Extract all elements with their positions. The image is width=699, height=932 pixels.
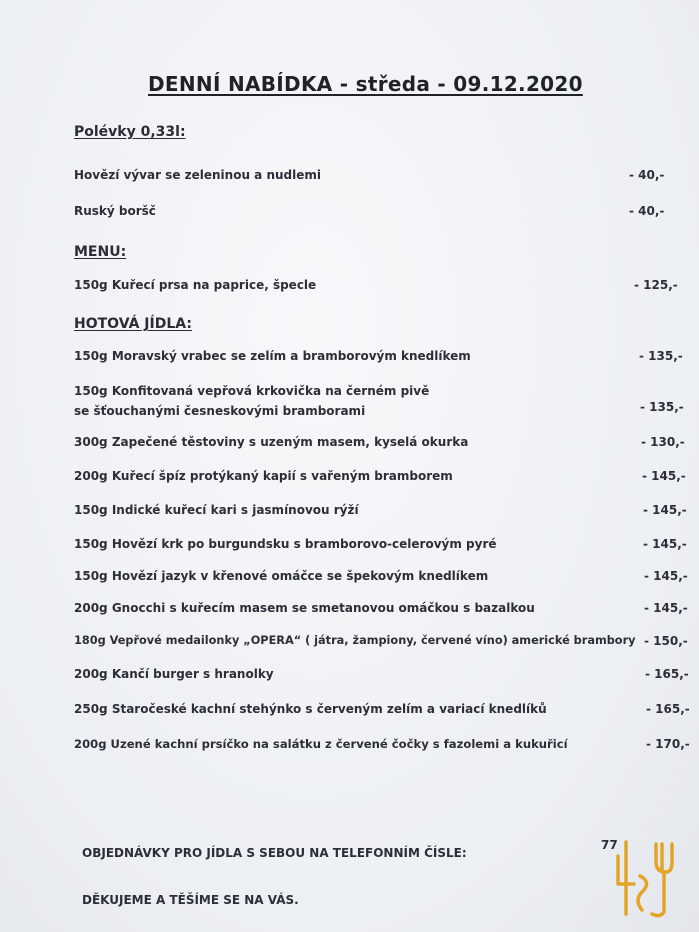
title-main: DENNÍ NABÍDKA — [148, 72, 333, 96]
section-soups-heading: Polévky 0,33l: — [74, 124, 186, 140]
item-name: 180g Vepřové medailonky „OPERA“ ( játra, žampiony, červené víno) americké brambory — [74, 634, 636, 647]
item-price: - 40,- — [629, 204, 665, 218]
item-name: 200g Gnocchi s kuřecím masem se smetanovou omáčkou s bazalkou — [74, 601, 535, 615]
item-name: 150g Kuřecí prsa na paprice, špecle — [74, 278, 317, 292]
item-price: - 165,- — [646, 702, 690, 716]
item-name: 250g Staročeské kachní stehýnko s červeným zelím a variací knedlíků — [74, 702, 547, 716]
item-price: - 145,- — [644, 569, 688, 583]
item-price: - 135,- — [640, 400, 684, 414]
item-name: Ruský boršč — [74, 204, 156, 218]
menu-item — [74, 384, 686, 424]
menu-item — [74, 601, 686, 621]
item-price: - 150,- — [644, 634, 688, 648]
item-name: 150g Hovězí krk po burgundsku s bramborovo-celerovým pyré — [74, 537, 497, 551]
item-price: - 145,- — [642, 469, 686, 483]
menu-item — [74, 435, 686, 455]
menu-item — [74, 537, 686, 557]
item-price: - 145,- — [643, 537, 687, 551]
title-date: - středa - 09.12.2020 — [332, 72, 583, 96]
restaurant-logo-icon — [612, 836, 682, 920]
item-price: - 170,- — [646, 737, 690, 751]
thank-you-note: DĚKUJEME A TĚŠÍME SE NA VÁS. — [82, 893, 299, 907]
item-name: 150g Indické kuřecí kari s jasmínovou rýží — [74, 503, 359, 517]
item-name: 300g Zapečené těstoviny s uzeným masem, kyselá okurka — [74, 435, 469, 449]
item-name: 200g Uzené kachní prsíčko na salátku z červené čočky s fazolemi a kukuřicí — [74, 737, 568, 751]
item-name: Hovězí vývar se zeleninou a nudlemi — [74, 168, 322, 182]
menu-item — [74, 667, 689, 687]
menu-item — [74, 349, 686, 369]
item-name: 200g Kuřecí špíz protýkaný kapií s vařeným bramborem — [74, 469, 453, 483]
item-name: 150g Hovězí jazyk v křenové omáčce se špekovým knedlíkem — [74, 569, 489, 583]
item-price: - 145,- — [643, 503, 687, 517]
page-title — [148, 72, 583, 96]
item-price: - 135,- — [639, 349, 683, 363]
menu-item — [74, 569, 686, 589]
item-price: - 125,- — [634, 278, 678, 292]
phone-number: 77 — [601, 838, 618, 852]
menu-item — [74, 204, 686, 224]
menu-item — [74, 702, 690, 722]
item-name-continued: se šťouchanými česneskovými bramborami — [74, 404, 366, 418]
item-price: - 40,- — [629, 168, 665, 182]
item-name: 150g Moravský vrabec se zelím a bramborovým knedlíkem — [74, 349, 471, 363]
menu-item — [74, 634, 686, 654]
menu-item — [74, 737, 690, 757]
menu-item — [74, 503, 686, 523]
menu-item — [74, 469, 686, 489]
takeaway-order-note: OBJEDNÁVKY PRO JÍDLA S SEBOU NA TELEFONNÍM ČÍSLE: — [82, 846, 467, 860]
item-price: - 165,- — [645, 667, 689, 681]
item-price: - 130,- — [641, 435, 685, 449]
item-name: 200g Kančí burger s hranolky — [74, 667, 274, 681]
section-menu-heading: MENU: — [74, 244, 127, 260]
menu-item — [74, 168, 686, 188]
item-name: 150g Konfitovaná vepřová krkovička na černém pivě — [74, 384, 430, 398]
menu-item — [74, 278, 686, 298]
section-ready-heading: HOTOVÁ JÍDLA: — [74, 316, 192, 332]
item-price: - 145,- — [644, 601, 688, 615]
